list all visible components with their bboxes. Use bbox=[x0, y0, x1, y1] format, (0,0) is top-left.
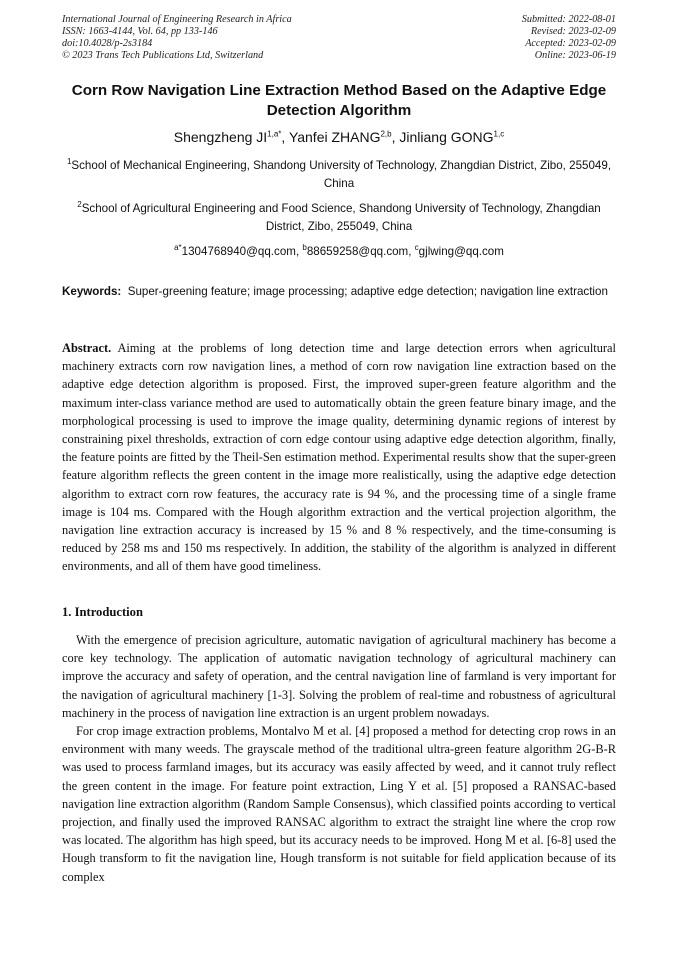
email-list: $^{a*}$1304768940@qq.com, $^b$88659258@qq.com, $^c$gjlwing@qq.com bbox=[174, 243, 504, 258]
author-name: Shengzheng JI bbox=[173, 129, 268, 145]
author-list: Shengzheng $JI^{1,a*}$, Yanfei ZHANG$^{2,b}$, Jinliang GONG$^{1,c}$ bbox=[173, 129, 505, 145]
email-sup: a* bbox=[174, 243, 182, 253]
journal-info bbox=[62, 14, 292, 62]
date-submitted: Submitted: 2022-08-01 bbox=[521, 14, 616, 25]
abstract-label: Abstract. bbox=[62, 341, 112, 355]
email-sup: b bbox=[302, 243, 307, 253]
keywords-label: Keywords: bbox=[62, 285, 122, 298]
paragraph: With the emergence of precision agriculture, automatic navigation of agricultural machinery has become a core key technology. The application of automatic navigation technology of agricultural machinery can improve the accuracy and safety of operation, and the central navigation line of farmland is very important for the navigation of agricultural machinery [1-3]. Solving the problem of real-time and robustness of agricultural machinery in the process of navigation line extraction is an urgent problem nowadays. bbox=[62, 633, 616, 720]
publication-dates bbox=[522, 14, 616, 62]
paragraph: For crop image extraction problems, Montalvo M et al. [4] proposed a method for detecting crop rows in an environment with many weeds. The grayscale method of the traditional ultra-green feature algorithm 2G-B-R was used to process farmland images, but its accuracy was easily affected by weed, and it cannot truly reflect the green content in the image. For feature point extraction, Ling Y et al. [5] proposed a RANSAC-based navigation line extraction algorithm (Random Sample Consensus), which classified points according to vertical projection, and finally used the improved RANSAC algorithm to extract the straight line where the crop row was located. The algorithm has high speed, but its accuracy needs to be improved. Hong M et al. [6-8] used the Hough transform to fit the navigation line, Hough transform is not suitable for field application because of its complex bbox=[62, 724, 616, 884]
author-name: Yanfei ZHANG bbox=[288, 129, 381, 145]
author-sup: 1,a* bbox=[267, 129, 282, 139]
date-revised: Revised: 2023-02-09 bbox=[530, 26, 616, 37]
journal-issn: ISSN: 1663-4144, Vol. 64, pp 133-146 bbox=[62, 26, 218, 37]
abstract bbox=[62, 339, 616, 576]
date-accepted: Accepted: 2023-02-09 bbox=[525, 38, 616, 49]
affiliation-text: School of Agricultural Engineering and Food Science, Shandong University of Technology, Zhangdian District, Zibo, 255049, China bbox=[81, 202, 601, 233]
author-name: Jinliang GONG bbox=[399, 129, 494, 145]
email-link[interactable]: 1304768940@qq.com bbox=[181, 245, 296, 258]
introduction-body bbox=[62, 631, 616, 886]
affiliation-text: School of Mechanical Engineering, Shandong University of Technology, Zhangdian District, Zibo, 255049, China bbox=[71, 159, 612, 190]
journal-header bbox=[62, 14, 616, 62]
affiliation-sup: 1 bbox=[66, 157, 72, 167]
section-heading: 1. Introduction bbox=[62, 605, 143, 619]
affiliation-2 bbox=[62, 200, 616, 236]
paper-title: Corn Row Navigation Line Extraction Method Based on the Adaptive Edge Detection Algorithm bbox=[71, 82, 607, 119]
email-link[interactable]: 88659258@qq.com bbox=[306, 245, 409, 258]
journal-copyright: © 2023 Trans Tech Publications Ltd, Switzerland bbox=[62, 50, 264, 61]
email-link[interactable]: gjlwing@qq.com bbox=[418, 245, 504, 258]
author-sup: 1,c bbox=[493, 129, 505, 139]
affiliation-sup: 2 bbox=[77, 200, 82, 210]
keywords bbox=[62, 283, 616, 301]
affiliation-1 bbox=[62, 157, 616, 193]
email-sup: c bbox=[414, 243, 419, 253]
keywords-text: Super-greening feature; image processing; adaptive edge detection; navigation line extraction bbox=[127, 285, 608, 298]
journal-doi[interactable]: doi:10.4028/p-2s3184 bbox=[62, 38, 153, 49]
journal-name: International Journal of Engineering Research in Africa bbox=[62, 14, 292, 25]
date-online: Online: 2023-06-19 bbox=[534, 50, 616, 61]
abstract-text: Aiming at the problems of long detection time and large detection errors when agricultural machinery extracts corn row navigation lines, a method of corn row navigation line extraction based on the adaptive edge detection algorithm is proposed. First, the improved super-green feature algorithm and the maximum inter-class variance method are used to automatically obtain the green feature binary image, and the morphological processing is used to improve the image quality, determining dynamic regions of interest by constraining pixel thresholds, extraction of corn edge contour using adaptive edge detection algorithm, finally, the feature points are fitted by the Theil-Sen estimation method. Experimental results show that the super-green feature algorithm reflects the green content in the image more realistically, using the adaptive edge detection algorithm to extract corn row features, the accuracy rate is 94 %, and the processing time of a single frame image is 104 ms. Compared with the Hough algorithm extraction and the vertical projection algorithm, the navigation line extraction accuracy is increased by 15 % and 8 % respectively, and the time-consuming is reduced by 258 ms and 150 ms respectively. In addition, the stability of the algorithm is analyzed in different environments, and all of them have good timeliness. bbox=[62, 341, 616, 574]
author-sup: 2,b bbox=[380, 129, 392, 139]
